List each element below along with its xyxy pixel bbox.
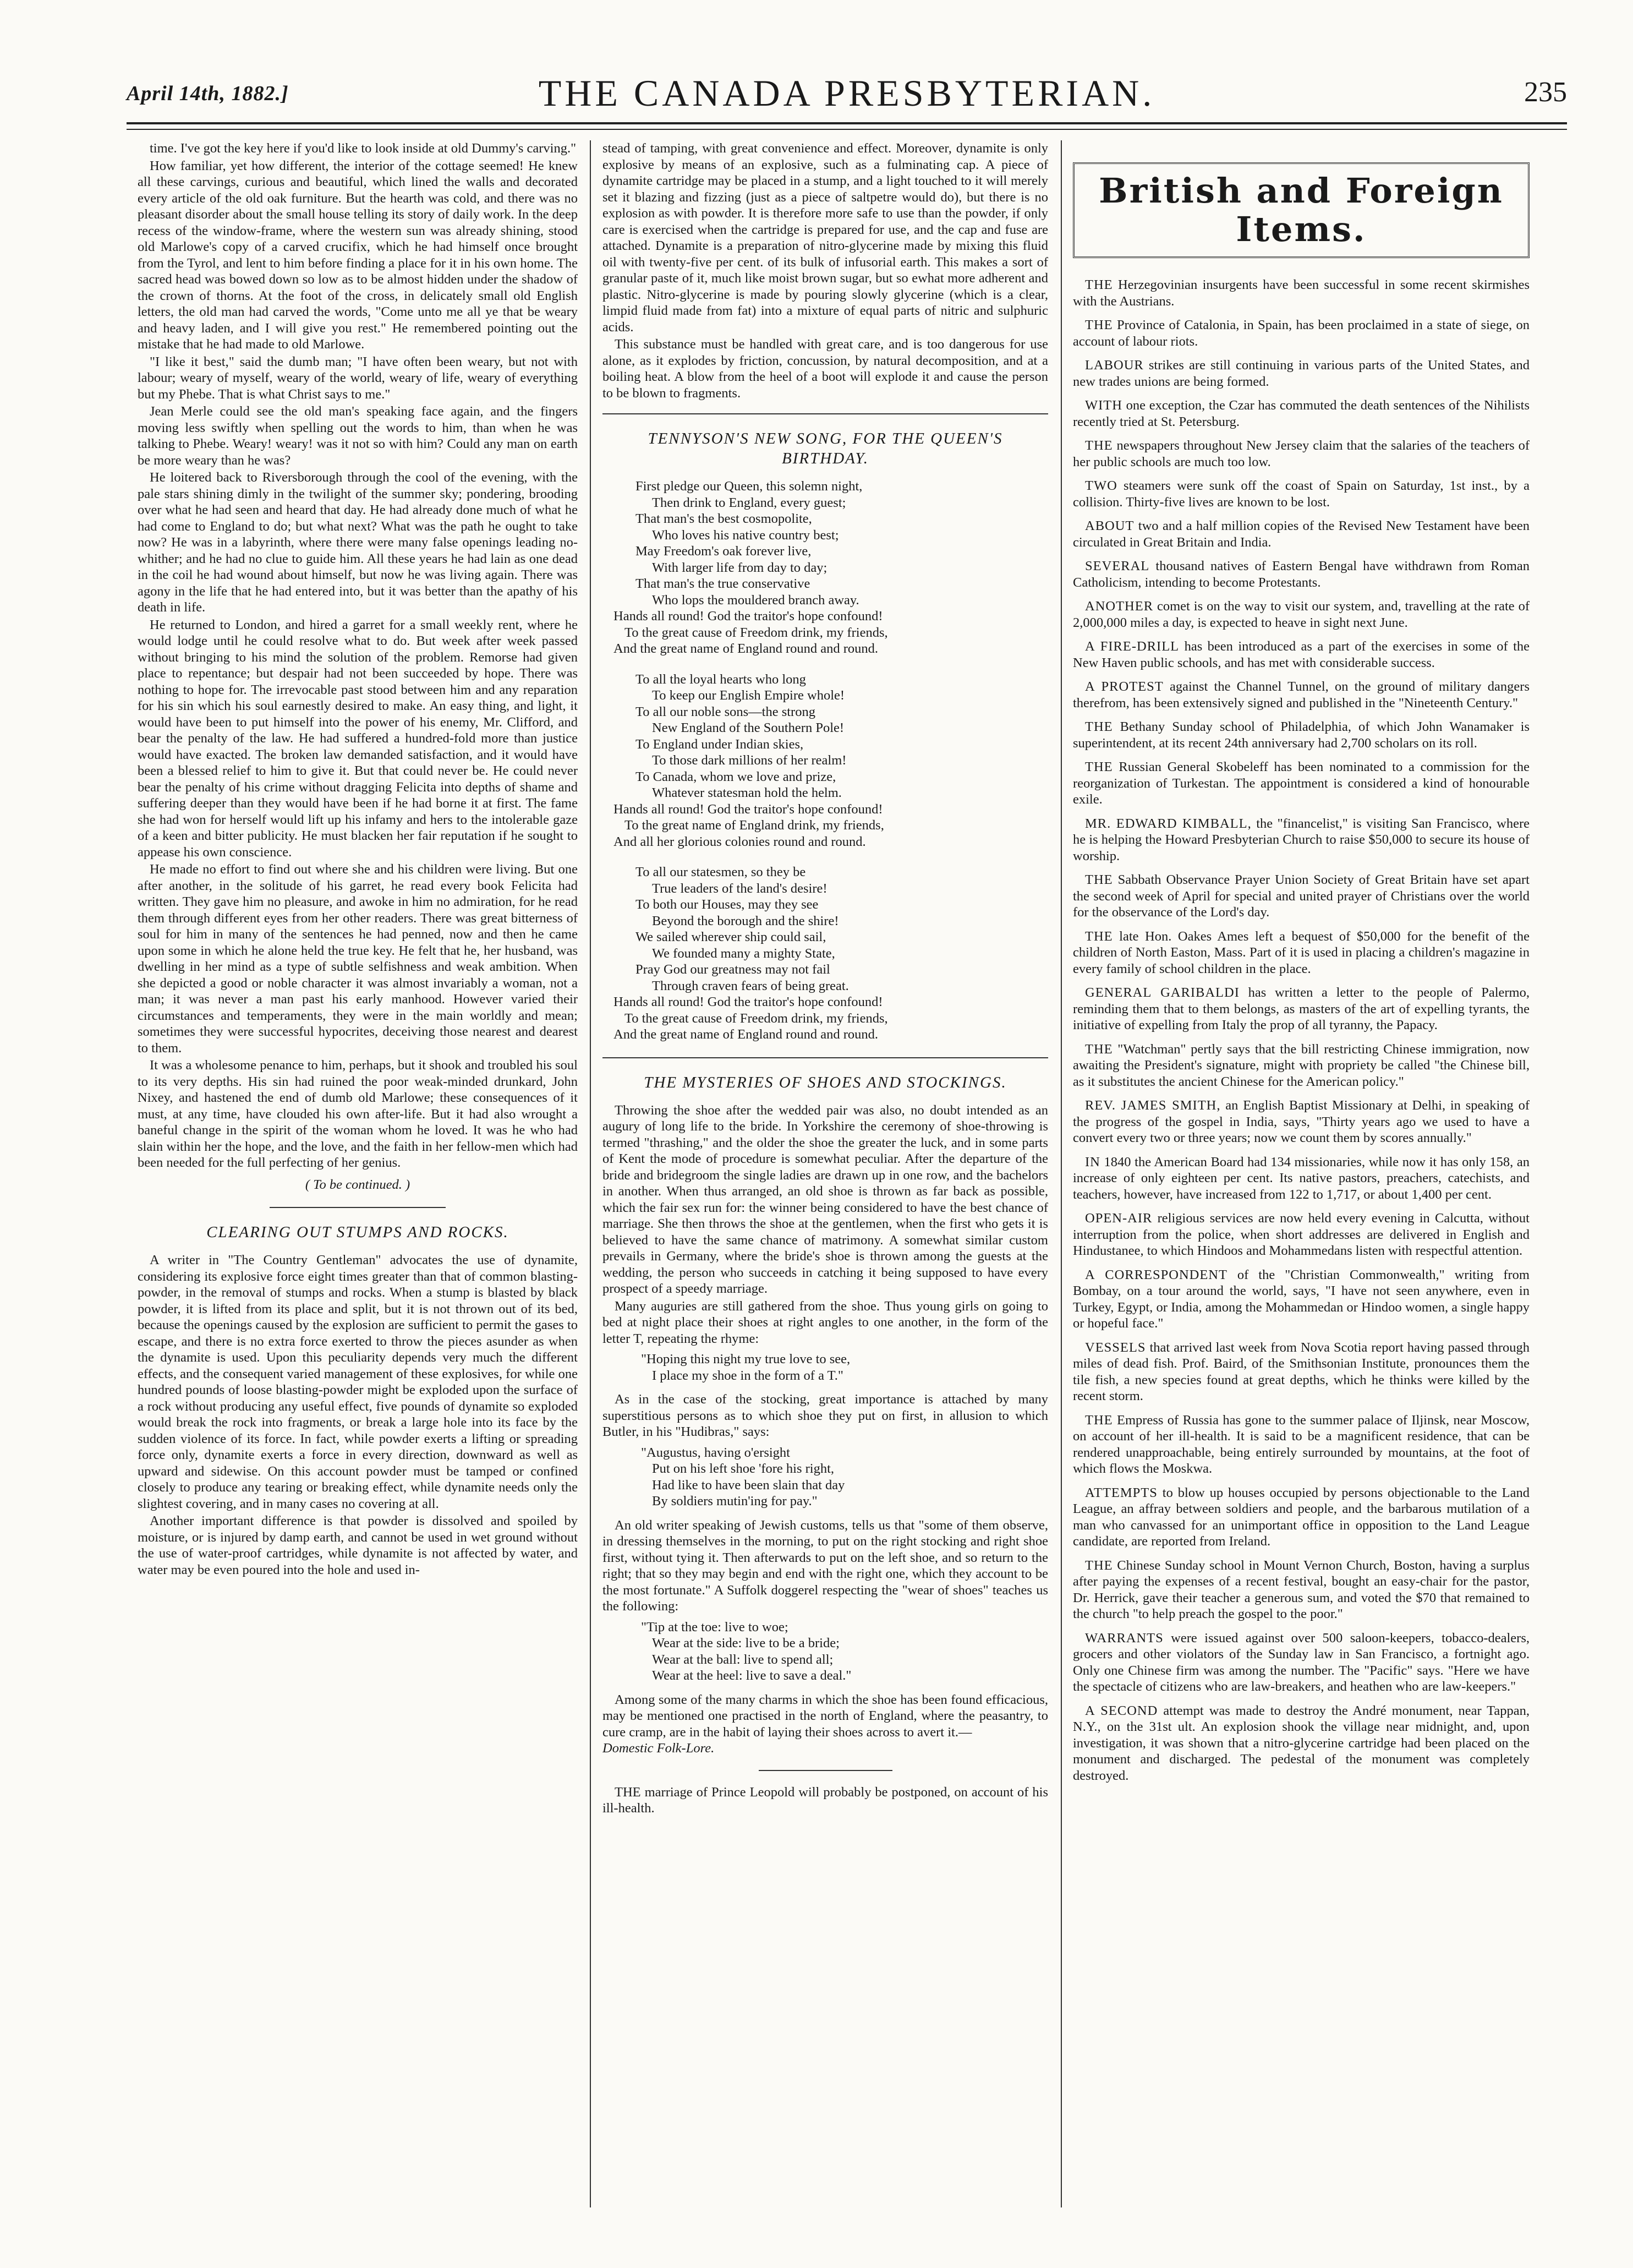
paragraph	[602, 1692, 1048, 1757]
paragraph: As in the case of the stocking, great importance is attached by many superstitious persons as to which shoe they put on first, in allusion to which Butler, in his "Hudibras," says:	[602, 1392, 1048, 1439]
news-item	[1073, 518, 1530, 550]
news-item-text: late Hon. Oakes Ames left a bequest of $50,000 for the benefit of the children of North Easton, Mass. Part of it is used in placing a children's magazine in every family of school children in the place.	[1073, 928, 1530, 976]
news-item-text: were issued against over 500 saloon-keepers, tobacco-dealers, grocers and other violators of the Sunday law in San Francisco, a fortnight ago. Only one Chinese firm was among the number. The "Pacific" says. "Here we have the spectacle of citizens who are law-breakers, and heathen who are law-keepers."	[1073, 1630, 1530, 1694]
poem-line: Hands all round! God the traitor's hope confound!	[613, 994, 883, 1009]
quote-line: I place my shoe in the form of a T."	[652, 1368, 843, 1383]
news-item-text: to blow up houses occupied by persons objectionable to the Land League, an affray between soldiers and people, and the barbarous mutilation of a man who canvassed for an unimportant office in opposition to the Land League candidate, are reported from Ireland.	[1073, 1485, 1530, 1549]
news-item	[1073, 638, 1530, 671]
poem-line: We founded many a mighty State,	[652, 946, 835, 961]
news-item	[1073, 679, 1530, 711]
paragraph: stead of tamping, with great convenience and effect. Moreover, dynamite is only explosive by means of an explosive, such as a fulminating cap. A piece of dynamite cartridge may be placed in a stump, and a light touched to it will merely set it blazing and fizzing (just as a piece of saltpetre would do), but there is no explosion as with powder. It is therefore more safe to use than the powder, if only care is exercised when the cartridge is prepared for use, and the cap and fuse are attached. Dynamite is a preparation of nitro-glycerine made by mixing this fluid oil with twenty-five per cent. of its bulk of infusorial earth. This makes a sort of granular paste of it, much like moist brown sugar, but so ewhat more adherent and plastic. Nitro-glycerine is made by pouring slowly glycerine (which is a clear, limpid fluid made from fat) into a mixture of equal parts of nitric and sulphuric acids.	[602, 141, 1048, 335]
quote-line: Had like to have been slain that day	[652, 1477, 845, 1493]
news-item	[1073, 1340, 1530, 1404]
news-item-lead: THE	[1085, 759, 1113, 774]
quote-line: "Tip at the toe: live to woe;	[641, 1619, 788, 1635]
news-item	[1073, 1703, 1530, 1784]
poem-line: That man's the true conservative	[635, 576, 810, 591]
news-item-lead: LABOUR	[1085, 358, 1144, 373]
source-citation: Domestic Folk-Lore.	[602, 1741, 715, 1756]
news-item-lead: IN	[1085, 1154, 1100, 1169]
paragraph: He loitered back to Riversborough through the cool of the evening, with the pale stars shining dimly in the twilight of the summer sky; pondering, brooding over what he had seen and heard that day. He had already done much of what he had come to England to do; but what next? What was the path he ought to take now? He was in a labyrinth, where there were many false openings leading no-whither; and he had no clue to guide him. All these years he had lain as one dead in the coil he had wound about himself, but now he was living again. There was agony in the life that he had entered into, but it was better than the apathy of his death in life.	[138, 470, 578, 615]
poem-line: To Canada, whom we love and prize,	[635, 769, 836, 784]
poem-line: To all the loyal hearts who long	[635, 671, 806, 687]
news-item-text: comet is on the way to visit our system, and, travelling at the rate of 2,000,000 miles a day, is expected to heave in sight next June.	[1073, 599, 1530, 630]
poem-line: First pledge our Queen, this solemn night,	[635, 479, 863, 494]
poem	[613, 478, 1048, 1043]
poem-line: And all her glorious colonies round and round.	[613, 834, 866, 849]
news-item-lead: SEVERAL	[1085, 559, 1150, 573]
news-item-text: newspapers throughout New Jersey claim that the salaries of the teachers of her public schools are much too low.	[1073, 438, 1530, 469]
poem-line: Beyond the borough and the shire!	[652, 913, 839, 928]
news-item-text: two and a half million copies of the Revised New Testament have been circulated in Great Britain and India.	[1073, 518, 1530, 550]
news-item-text: religious services are now held every evening in Calcutta, without interruption from the police, when short addresses are delivered in English and Hindustanee, to which Hindoos and Mohammedans listen with respectful attention.	[1073, 1211, 1530, 1258]
news-item-lead: THE	[1085, 928, 1113, 944]
poem-line: To both our Houses, may they see	[635, 897, 819, 912]
paragraph: He made no effort to find out where she and his children were living. But one after another, in the solitude of his garret, he read every book Felicita had written. They gave him no pleasure, and awoke in him no admiration, for he read them through different eyes from her other readers. There was great bitterness of soul for him in many of the sentences he had penned, now and then he came upon some in which he alone held the true key. He felt that he, her husband, was dwelling in her mind as a type of subtle selfishness and weak ambition. When she depicted a good or noble character it was almost invariably a woman, not a man; it was never a man past his early manhood. However varied their circumstances and temperaments, they were in the main worldly and mean; sometimes they were successful hypocrites, deceiving those nearest and dearest to them.	[138, 862, 578, 1056]
poem-line: To the great cause of Freedom drink, my friends,	[624, 625, 888, 640]
news-item-text: Empress of Russia has gone to the summer palace of Iljinsk, near Moscow, on account of her ill-health. It is said to be a magnificent residence, that can be rendered unapproachable, being entirely surrounded by mountains, at the foot of which flows the Moskwa.	[1073, 1412, 1530, 1476]
news-item-lead: ABOUT	[1085, 518, 1135, 533]
header-rule-thin	[127, 129, 1567, 130]
news-item-text: "Watchman" pertly says that the bill restricting Chinese immigration, now awaiting the President's signature, might with propriety be called "the Chinese bill, as it substitutes the ancient Chinese for the American policy."	[1073, 1041, 1530, 1089]
poem-line: Who loves his native country best;	[652, 527, 839, 543]
quote-line: "Augustus, having o'ersight	[641, 1445, 790, 1460]
section-divider	[602, 413, 1048, 414]
quote-line: Put on his left shoe 'fore his right,	[652, 1461, 835, 1476]
news-item	[1073, 759, 1530, 808]
news-item-lead: THE	[1085, 1041, 1113, 1057]
news-item-lead: THE	[1085, 872, 1113, 887]
poem-line: To all our noble sons—the strong	[635, 704, 815, 719]
shoes-article-title: THE MYSTERIES OF SHOES AND STOCKINGS.	[644, 1073, 1007, 1091]
news-item-lead: THE	[1085, 318, 1113, 332]
paragraph: Throwing the shoe after the wedded pair was also, no doubt intended as an augury of long life to the bride. In Yorkshire the ceremony of shoe-throwing is termed "thrashing," and the older the shoe the greater the luck, and in some parts of Kent the mode of procedure is somewhat peculiar. After the departure of the bride and bridegroom the single ladies are drawn up in one row, and the bachelors in another. When thus arranged, an old shoe is thrown as far back as possible, which the fair sex run for: the winner being considered to have the best chance of marriage. She then throws the shoe at the gentlemen, when the first who gets it is believed to have the same chance of matrimony. A somewhat similar custom prevails in Germany, where the bride's shoe is thrown among the guests at the wedding, the person who succeeds in catching it being supposed to have every prospect of a speedy marriage.	[602, 1102, 1048, 1296]
news-item-text: Bethany Sunday school of Philadelphia, of which John Wanamaker is superintendent, at its recent 24th anniversary had 2,700 scholars on its roll.	[1073, 719, 1530, 751]
news-item-lead: ANOTHER	[1085, 599, 1154, 614]
poem-line: Hands all round! God the traitor's hope confound!	[613, 609, 883, 624]
news-item-lead: A PROTEST	[1085, 679, 1164, 694]
poem-line: With larger life from day to day;	[652, 560, 828, 575]
story-continuation	[138, 140, 578, 1171]
paragraph: An old writer speaking of Jewish customs, tells us that "some of them observe, in dressing themselves in the morning, to put on the right stocking and right shoe first, without tying it. Then afterwards to put on the left shoe, and so return to the right; that so they may begin and end with the right one, which they account to be the most fortunate." A Suffolk doggerel respecting the "wear of shoes" teaches us the following:	[602, 1517, 1048, 1614]
news-item-text: against the Channel Tunnel, on the ground of military dangers therefrom, has been extensively signed and published in the "Nineteenth Century."	[1073, 679, 1530, 711]
news-item-lead: A CORRESPONDENT	[1085, 1267, 1228, 1282]
paragraph: THE marriage of Prince Leopold will probably be postponed, on account of his ill-health.	[602, 1784, 1048, 1816]
poem-line: To the great cause of Freedom drink, my friends,	[624, 1010, 888, 1026]
section-divider	[759, 1770, 892, 1771]
news-item-text: has written a letter to the people of Palermo, reminding them that to them belongs, as masters of the art of expelling tyrants, the initiative of expelling from Italy the prop of all tyranny, the Papacy.	[1073, 985, 1530, 1032]
column-2	[602, 140, 1048, 2207]
tennyson-poem-title: TENNYSON'S NEW SONG, FOR THE QUEEN'S BIRTHDAY.	[648, 430, 1003, 467]
section-divider	[270, 1207, 446, 1208]
poem-line: True leaders of the land's desire!	[652, 881, 828, 896]
news-item-lead: WITH	[1085, 398, 1122, 413]
paragraph: Another important difference is that powder is dissolved and spoiled by moisture, or is injured by damp earth, and cannot be used in wet ground without the use of water-proof cartridges, while dynamite is not affected by water, and water may be even poured into the hole and used in-	[138, 1513, 578, 1577]
poem-line: Through craven fears of being great.	[652, 978, 849, 993]
masthead-title: THE CANADA PRESBYTERIAN.	[538, 72, 1155, 114]
quote-line: By soldiers mutin'ing for pay."	[652, 1494, 818, 1509]
news-item-lead: OPEN-AIR	[1085, 1211, 1153, 1226]
news-item	[1073, 277, 1530, 309]
news-item	[1073, 872, 1530, 921]
poem-line: We sailed wherever ship could sail,	[635, 930, 826, 944]
to-be-continued: ( To be continued. )	[305, 1177, 410, 1192]
news-item	[1073, 478, 1530, 510]
poem-line: Then drink to England, every guest;	[652, 495, 846, 510]
news-item-lead: TWO	[1085, 478, 1117, 493]
news-item-text: Herzegovinian insurgents have been successful in some recent skirmishes with the Austrians.	[1073, 277, 1530, 309]
poem-line: Whatever statesman hold the helm.	[652, 785, 842, 800]
news-item-lead: THE	[1085, 719, 1113, 734]
news-item-lead: A SECOND	[1085, 1703, 1158, 1718]
poem-line: Pray God our greatness may not fail	[635, 962, 830, 977]
news-item-text: thousand natives of Eastern Bengal have withdrawn from Roman Catholicism, intending to become Protestants.	[1073, 559, 1530, 590]
news-item-text: that arrived last week from Nova Scotia report having passed through miles of dead fish. Prof. Baird, of the Smithsonian Institute, pronounces them the tile fish, a new species found at great depths, which he thinks were killed by the recent storm.	[1073, 1340, 1530, 1403]
paragraph: Many auguries are still gathered from the shoe. Thus young girls on going to bed at night place their shoes at right angles to one another, in the form of the letter T, repeating the rhyme:	[602, 1298, 1048, 1346]
poem-line: To keep our English Empire whole!	[652, 688, 845, 703]
news-items-list	[1073, 277, 1530, 1784]
news-item-text: 1840 the American Board had 134 missionaries, while now it has only 158, an increase of only eighteen per cent. Its native pastors, preachers, catechists, and teachers, however, have increased from 122 to 1,717, or about 1,400 per cent.	[1073, 1154, 1530, 1202]
news-item-lead: THE	[1085, 1557, 1113, 1573]
news-item	[1073, 1412, 1530, 1477]
paragraph: How familiar, yet how different, the interior of the cottage seemed! He knew all these carvings, curious and beautiful, which lined the walls and decorated every article of the old oak furniture. But the hearth was cold, and there was no pleasant disorder about the small house telling its story of daily work. In the deep recess of the window-frame, where the western sun was already shining, stood old Marlowe's copy of a carved crucifix, which he had himself once brought from the Tyrol, and lent to him before finding a place for it in his own home. The sacred head was bowed down so low as to be almost hidden under the shadow of the crown of thorns. At the foot of the cross, in delicately small old English letters, the old man had carved the words, "Come unto me all ye that be weary and heavy laden, and I will give you rest." He remembered pointing out the mistake that he had made to old Marlowe.	[138, 158, 578, 352]
paragraph-text: Among some of the many charms in which the shoe has been found efficacious, may be mentioned one practised in the north of England, where the peasantry, to cure cramp, are in the habit of laying their shoes across to avert it.—	[602, 1692, 1048, 1740]
news-item	[1073, 1154, 1530, 1203]
news-item	[1073, 357, 1530, 390]
paragraph: time. I've got the key here if you'd like to look inside at old Dummy's carving."	[150, 141, 577, 156]
news-item-lead: THE	[1085, 277, 1113, 292]
poem-line: Who lops the mouldered branch away.	[652, 592, 859, 608]
news-item	[1073, 1557, 1530, 1622]
quote-line: Wear at the heel: live to save a deal."	[652, 1668, 852, 1683]
british-foreign-items-heading: British and Foreign Items.	[1073, 162, 1530, 258]
quote-line: Wear at the ball: live to spend all;	[652, 1652, 834, 1667]
column-divider	[590, 140, 591, 2207]
news-item-lead: WARRANTS	[1085, 1630, 1164, 1646]
suffolk-doggerel	[641, 1619, 1048, 1684]
poem-line: To England under Indian skies,	[635, 736, 804, 752]
news-item	[1073, 719, 1530, 751]
news-item-lead: THE	[1085, 438, 1113, 453]
stumps-article-title: CLEARING OUT STUMPS AND ROCKS.	[206, 1223, 509, 1241]
news-item-text: steamers were sunk off the coast of Spain on Saturday, 1st inst., by a collision. Thirty-five lives are known to be lost.	[1073, 478, 1530, 510]
poem-stanza	[613, 671, 1048, 850]
paragraph: It was a wholesome penance to him, perhaps, but it shook and troubled his soul to its very depths. His sin had ruined the poor weak-minded drunkard, John Nixey, and hastened the end of dumb old Marlowe; these consequences of it must, at any time, have clouded his own after-life. But it had also wrought a baneful change in the spirit of the woman whom he loved. It was he who had slain within her the hope, and the love, and the faith in her fellow-men which had been needed for the full perfecting of her genius.	[138, 1058, 578, 1170]
news-item	[1073, 816, 1530, 865]
paragraph: A writer in "The Country Gentleman" advocates the use of dynamite, considering its explosive force eight times greater than that of common blasting-powder, in the removal of stumps and rocks. When a stump is blasted by black powder, it is lifted from its place and split, but it is not thrown out of its bed, because the openings caused by the explosion are sufficient to permit the gases to escape, and there is no extra force exerted to throw the pieces asunder as when the dynamite is used. Upon this peculiarity depends very much the different effects, and the consequent varied management of these explosives, for while one hundred pounds of loose blasting-powder might be exploded upon the surface of a rock without producing any useful effect, five pounds of dynamite so exploded would break the rock into fragments, or break a large hole into its face by the sudden violence of its force. In fact, while powder exerts a lifting or spreading force only, dynamite exerts a force in every direction, downward as well as upward and sidewise. On this account powder must be tamped or confined closely to produce any tearing or breaking effect, while dynamite needs only the slightest covering, and in many cases no covering at all.	[138, 1253, 578, 1511]
news-item-text: an English Baptist Missionary at Delhi, in speaking of the progress of the gospel in India, says, "Thirty years ago we used to have a convert every two or three years; now we count them by scores annually."	[1073, 1098, 1530, 1145]
news-item	[1073, 1485, 1530, 1550]
column-divider	[1061, 140, 1062, 2207]
news-item-text: has been introduced as a part of the exercises in some of the New Haven public schools, and has met with considerable success.	[1073, 639, 1530, 670]
news-item-lead: MR. EDWARD KIMBALL,	[1085, 816, 1252, 831]
poem-line: Hands all round! God the traitor's hope confound!	[613, 801, 883, 817]
poem-line: And the great name of England round and round.	[613, 641, 879, 656]
news-item-text: of the "Christian Commonwealth," writing from Bombay, on a tour around the world, says, "I have not seen anywhere, even in Turkey, Egypt, or India, among the Mohammedan or Hindoo women, a single happy or hopeful face."	[1073, 1267, 1530, 1331]
news-item-text: strikes are still continuing in various parts of the United States, and new trades unions are being formed.	[1073, 358, 1530, 389]
paragraph: Jean Merle could see the old man's speaking face again, and the fingers moving less swiftly when spelling out the words to him, than when he was talking to Phebe. Weary! weary! was it not so with him? Could any man on earth be more weary than he was?	[138, 404, 578, 468]
news-item-lead: THE	[1085, 1412, 1113, 1428]
news-item	[1073, 1210, 1530, 1259]
column-3	[1073, 140, 1530, 2207]
news-item	[1073, 985, 1530, 1034]
news-item	[1073, 1041, 1530, 1090]
news-item	[1073, 438, 1530, 470]
poem-line: And the great name of England round and round.	[613, 1027, 879, 1042]
news-item	[1073, 397, 1530, 430]
news-item-text: one exception, the Czar has commuted the death sentences of the Nihilists recently tried at St. Petersburg.	[1073, 398, 1530, 429]
poem-line: To the great name of England drink, my friends,	[624, 818, 884, 833]
news-item	[1073, 1267, 1530, 1332]
poem-line: May Freedom's oak forever live,	[635, 544, 812, 559]
paragraph: He returned to London, and hired a garret for a small weekly rent, where he would lodge until he could resolve what to do. But week after week passed without bringing to his mind the solution of the problem. Remorse had given place to repentance; but despair had not been succeeded by hope. There was nothing to hope for. The irrevocable past stood between him and any reparation for his sin which his soul earnestly desired to make. An easy thing, and light, it would have been to put himself into the power of his enemy, Mr. Clifford, and bear the penalty of the law. He had suffered a hundred-fold more than justice would have exacted. The broken law demanded satisfaction, and it would have been a blessed relief to him to give it. But that could never be. He could never bear the penalty of his crime without dragging Felicita into depths of shame and suffering deeper than they would have been if he had borne it at first. The fame she had won for herself would lift up his infamy and hers to the intolerable gaze of a keen and bitter publicity. He must blacken her fair reputation if he sought to appease his own conscience.	[138, 617, 578, 860]
news-item	[1073, 1097, 1530, 1146]
poem-line: New England of the Southern Pole!	[652, 720, 845, 735]
poem-line: That man's the best cosmopolite,	[635, 511, 812, 526]
news-item	[1073, 598, 1530, 631]
news-item-lead: GENERAL GARIBALDI	[1085, 985, 1240, 1000]
poem-stanza	[613, 864, 1048, 1043]
news-item-text: Sabbath Observance Prayer Union Society of Great Britain have set apart the second week of April for special and united prayer of Christians over the world for the observance of the Lord's day.	[1073, 872, 1530, 920]
news-item	[1073, 1630, 1530, 1695]
paragraph: This substance must be handled with great care, and is too dangerous for use alone, as it explodes by friction, concussion, by natural decomposition, and at a boiling heat. A blow from the heel of a boot will explode it and cause the person to be blown to fragments.	[602, 337, 1048, 401]
news-item	[1073, 928, 1530, 977]
section-divider	[602, 1057, 1048, 1058]
page-header	[127, 66, 1567, 118]
news-item-text: Province of Catalonia, in Spain, has been proclaimed in a state of siege, on account of labour riots.	[1073, 318, 1530, 349]
paragraph: "I like it best," said the dumb man; "I have often been weary, but not with labour; weary of myself, weary of the world, weary of life, weary of everything but my Phebe. That is what Christ says to me."	[138, 354, 578, 402]
news-item-text: Chinese Sunday school in Mount Vernon Church, Boston, having a surplus after paying the expenses of a recent festival, bought an easy-chair for the pastor, Dr. Herrick, gave their teacher a generous sum, and voted the $70 that remained to the church "to help preach the gospel to the poor."	[1073, 1557, 1530, 1621]
news-item-lead: ATTEMPTS	[1085, 1485, 1158, 1500]
news-item	[1073, 558, 1530, 591]
news-item-text: attempt was made to destroy the André monument, near Tappan, N.Y., on the 31st ult. An explosion shook the village near midnight, and, upon investigation, it was shown that a nitro-glycerine cartridge had been placed on the monument and discharged. The pedestal of the monument was completely destroyed.	[1073, 1703, 1530, 1783]
news-item-text: Russian General Skobeleff has been nominated to a commission for the reorganization of Turkestan. The appointment is considered a kind of honourable exile.	[1073, 759, 1530, 807]
rhyme-quote	[641, 1351, 1048, 1384]
news-item-lead: A FIRE-DRILL	[1085, 639, 1180, 654]
news-item	[1073, 317, 1530, 349]
news-item-lead: VESSELS	[1085, 1340, 1146, 1355]
poem-stanza	[613, 478, 1048, 657]
news-item-lead: REV. JAMES SMITH,	[1085, 1098, 1221, 1113]
column-1	[138, 140, 578, 2207]
poem-line: To those dark millions of her realm!	[652, 753, 847, 768]
poem-line: To all our statesmen, so they be	[635, 865, 806, 879]
hudibras-quote	[641, 1445, 1048, 1510]
quote-line: Wear at the side: live to be a bride;	[652, 1636, 840, 1651]
issue-date: April 14th, 1882.]	[127, 82, 289, 105]
page-number: 235	[1524, 76, 1567, 108]
quote-line: "Hoping this night my true love to see,	[641, 1352, 851, 1367]
news-item-text: the "financelist," is visiting San Francisco, where he is helping the Howard Presbyterian Church to raise $50,000 to secure its house of worship.	[1073, 816, 1530, 864]
header-rule	[127, 122, 1567, 124]
